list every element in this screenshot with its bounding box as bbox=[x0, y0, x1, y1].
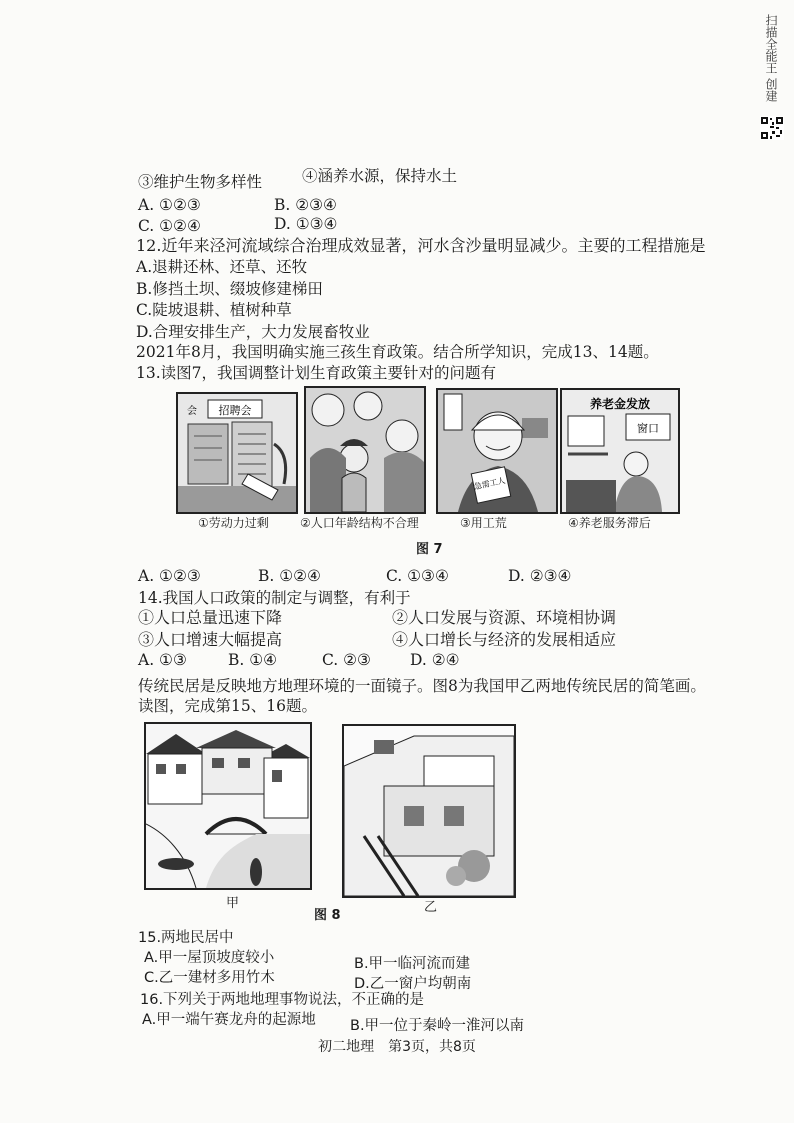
fig7-caption-2: ②人口年龄结构不合理 bbox=[300, 516, 419, 530]
q14-option-4: ④人口增长与经济的发展相适应 bbox=[392, 630, 617, 649]
q14-option-3: ③人口增速大幅提高 bbox=[138, 630, 283, 649]
q13-choice-a: A. ①②③ bbox=[138, 567, 201, 585]
page-footer: 初二地理 第3页，共8页 bbox=[318, 1039, 476, 1055]
fig7-panel-2 bbox=[304, 386, 426, 514]
scanner-watermark: 扫描全能王 创建 bbox=[764, 14, 778, 102]
intro-15-16-line-2: 读图，完成第15、16题。 bbox=[138, 697, 317, 715]
p1-sign-text: 招聘会 bbox=[218, 404, 252, 417]
q11-choice-c: C. ①②④ bbox=[138, 217, 201, 235]
q15-choice-a: A.甲一屋顶坡度较小 bbox=[144, 950, 275, 966]
fig7-caption-1: ①劳动力过剩 bbox=[198, 516, 269, 530]
q11-choice-a: A. ①②③ bbox=[138, 196, 201, 214]
q15-choice-d: D.乙一窗户均朝南 bbox=[354, 976, 472, 992]
fig7-caption-3: ③用工荒 bbox=[460, 516, 507, 530]
fig7-panel-3 bbox=[436, 388, 558, 514]
q11-option-4: ④涵养水源，保持水土 bbox=[302, 167, 458, 185]
fig7-panel-4 bbox=[560, 388, 680, 514]
q16-choice-a: A.甲一端午赛龙舟的起源地 bbox=[142, 1012, 316, 1028]
q13-stem: 13.读图7，我国调整计划生育政策主要针对的问题有 bbox=[136, 364, 497, 382]
fig7-panel-1 bbox=[176, 392, 298, 514]
q11-choice-b: B. ②③④ bbox=[274, 196, 337, 214]
qr-code-icon bbox=[760, 116, 784, 140]
q14-option-1: ①人口总量迅速下降 bbox=[138, 608, 283, 627]
q11-option-3: ③维护生物多样性 bbox=[138, 173, 263, 191]
svg-text:窗口: 窗口 bbox=[637, 422, 659, 435]
q12-choice-b: B.修挡土坝、缀坡修建梯田 bbox=[136, 280, 323, 298]
fig7-title: 图 7 bbox=[416, 542, 443, 557]
q16-choice-b: B.甲一位于秦岭一淮河以南 bbox=[350, 1018, 525, 1034]
q13-choice-b: B. ①②④ bbox=[258, 567, 321, 585]
fig8-panel-yi bbox=[342, 724, 516, 898]
fig8-panel-jia bbox=[144, 722, 312, 890]
q14-choice-d: D. ②④ bbox=[410, 651, 460, 669]
q11-choice-d: D. ①③④ bbox=[274, 215, 338, 233]
q12-stem: 12.近年来泾河流域综合治理成效显著，河水含沙量明显减少。主要的工程措施是 bbox=[136, 236, 706, 255]
q13-choice-d: D. ②③④ bbox=[508, 567, 572, 585]
q14-stem: 14.我国人口政策的制定与调整，有利于 bbox=[138, 589, 411, 607]
svg-text:急需工人: 急需工人 bbox=[473, 476, 507, 492]
fig8-label-yi: 乙 bbox=[424, 900, 438, 915]
intro-13-14: 2021年8月，我国明确实施三孩生育政策。结合所学知识，完成13、14题。 bbox=[136, 343, 659, 361]
fig8-label-jia: 甲 bbox=[226, 896, 240, 911]
fig7-caption-4: ④养老服务滞后 bbox=[568, 516, 651, 530]
fig8-title: 图 8 bbox=[314, 908, 341, 923]
svg-text:会: 会 bbox=[187, 406, 197, 417]
intro-15-16-line-1: 传统民居是反映地方地理环境的一面镜子。图8为我国甲乙两地传统民居的简笔画。 bbox=[138, 677, 706, 695]
svg-text:养老金发放: 养老金发放 bbox=[589, 397, 651, 411]
q15-stem: 15.两地民居中 bbox=[138, 930, 234, 946]
q14-choice-b: B. ①④ bbox=[228, 651, 278, 669]
q16-stem: 16.下列关于两地地理事物说法，不正确的是 bbox=[140, 992, 425, 1008]
q14-option-2: ②人口发展与资源、环境相协调 bbox=[392, 608, 617, 627]
q13-choice-c: C. ①③④ bbox=[386, 567, 449, 585]
q15-choice-b: B.甲一临河流而建 bbox=[354, 956, 471, 972]
q14-choice-c: C. ②③ bbox=[322, 651, 371, 669]
q15-choice-c: C.乙一建材多用竹木 bbox=[144, 970, 275, 986]
q14-choice-a: A. ①③ bbox=[138, 651, 187, 669]
q12-choice-d: D.合理安排生产，大力发展畜牧业 bbox=[136, 323, 370, 341]
q12-choice-c: C.陡坡退耕、植树种草 bbox=[136, 301, 292, 319]
q12-choice-a: A.退耕还林、还草、还牧 bbox=[136, 258, 308, 276]
